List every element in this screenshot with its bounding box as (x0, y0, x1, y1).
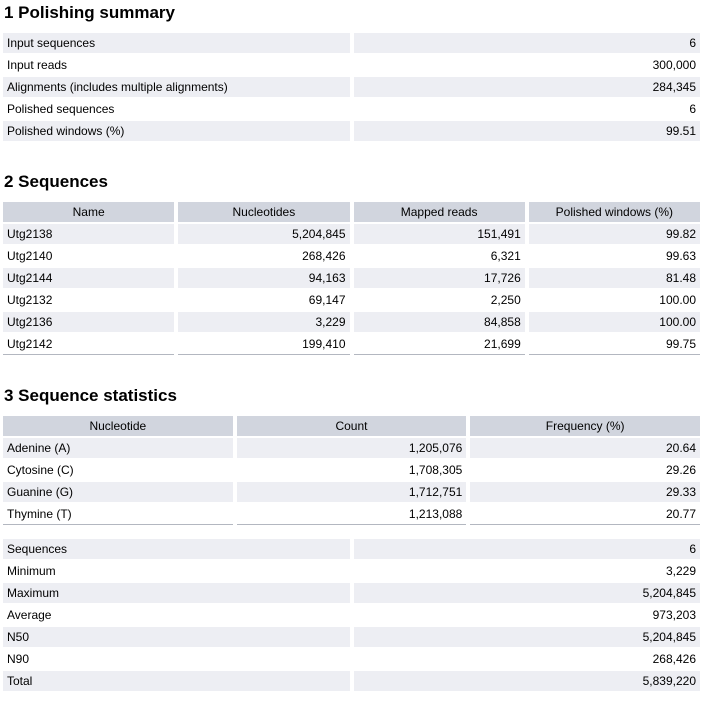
section-title-polishing-summary: 1 Polishing summary (4, 3, 175, 22)
row-value-cell: 94,163 (178, 268, 349, 288)
table-row (3, 312, 700, 332)
table-row (3, 55, 700, 75)
table-row (3, 121, 700, 141)
table-header-row (3, 416, 700, 436)
row-value-cell: 84,858 (354, 312, 525, 332)
row-value: 3,229 (665, 564, 696, 578)
row-value: 5,204,845 (354, 583, 701, 603)
row-value-cell: 20.77 (470, 504, 700, 525)
row-value: 5,204,845 (354, 627, 701, 647)
table-header-row (3, 202, 700, 222)
table-row (3, 482, 700, 502)
row-label: N50 (3, 627, 350, 647)
section-title-sequences: 2 Sequences (4, 172, 108, 191)
table-row (3, 460, 700, 480)
table-row (3, 99, 700, 119)
table-row (3, 246, 700, 266)
row-name-cell: Thymine (T) (3, 504, 233, 525)
row-value-cell: 268,426 (302, 249, 346, 263)
row-name-cell: Guanine (G) (3, 482, 233, 502)
row-name-cell: Utg2138 (3, 224, 174, 244)
row-value: 6 (354, 33, 701, 53)
nucleotide-table (0, 414, 703, 527)
sequence-stats-table (0, 537, 703, 693)
row-label: Polished windows (%) (3, 121, 350, 141)
table-row (3, 561, 700, 581)
column-header: Nucleotides (178, 202, 349, 222)
row-value-cell: 17,726 (354, 268, 525, 288)
row-label: Polished sequences (7, 102, 115, 116)
row-name-cell: Utg2140 (7, 249, 53, 263)
table-row (3, 627, 700, 647)
row-value-cell: 69,147 (308, 293, 346, 307)
table-row (3, 671, 700, 691)
row-value-cell: 29.33 (470, 482, 700, 502)
row-value-cell: 21,699 (354, 334, 525, 355)
row-value-cell: 99.82 (529, 224, 700, 244)
row-value-cell: 99.75 (529, 334, 700, 355)
row-name-cell: Cytosine (C) (7, 463, 74, 477)
row-label: Average (7, 608, 52, 622)
column-header: Polished windows (%) (529, 202, 700, 222)
table-row (3, 504, 700, 525)
row-value: 99.51 (354, 121, 701, 141)
table-row (3, 583, 700, 603)
table-row (3, 33, 700, 53)
section-title-sequence-statistics: 3 Sequence statistics (4, 386, 177, 405)
column-header: Count (237, 416, 467, 436)
row-label: Total (3, 671, 350, 691)
table-row (3, 605, 700, 625)
row-value-cell: 3,229 (178, 312, 349, 332)
row-value-cell: 81.48 (529, 268, 700, 288)
column-header: Nucleotide (3, 416, 233, 436)
row-value: 268,426 (652, 652, 696, 666)
table-row (3, 438, 700, 458)
row-value: 6 (354, 539, 701, 559)
table-row (3, 539, 700, 559)
table-row (3, 224, 700, 244)
row-value-cell: 100.00 (659, 293, 696, 307)
table-row (3, 649, 700, 669)
table-row (3, 290, 700, 310)
row-value: 284,345 (354, 77, 701, 97)
row-value-cell: 2,250 (490, 293, 521, 307)
row-value: 6 (689, 102, 696, 116)
row-value-cell: 6,321 (490, 249, 521, 263)
row-name-cell: Adenine (A) (3, 438, 233, 458)
sequences-table (0, 200, 703, 357)
row-value-cell: 99.63 (665, 249, 696, 263)
row-value: 300,000 (652, 58, 696, 72)
column-header: Frequency (%) (470, 416, 700, 436)
row-label: Minimum (7, 564, 56, 578)
row-value-cell: 1,712,751 (237, 482, 467, 502)
row-label: Alignments (includes multiple alignments) (3, 77, 350, 97)
row-value-cell: 20.64 (470, 438, 700, 458)
row-value-cell: 199,410 (178, 334, 349, 355)
table-row (3, 77, 700, 97)
row-value: 5,839,220 (354, 671, 701, 691)
row-label: Input sequences (3, 33, 350, 53)
row-label: Input reads (7, 58, 68, 72)
row-name-cell: Utg2136 (3, 312, 174, 332)
row-value-cell: 100.00 (529, 312, 700, 332)
row-name-cell: Utg2132 (7, 293, 53, 307)
row-label: N90 (7, 652, 30, 666)
row-value-cell: 1,213,088 (237, 504, 467, 525)
row-name-cell: Utg2144 (3, 268, 174, 288)
row-value-cell: 1,708,305 (408, 463, 463, 477)
table-row (3, 334, 700, 355)
column-header: Name (3, 202, 174, 222)
row-label: Maximum (3, 583, 350, 603)
row-label: Sequences (3, 539, 350, 559)
table-row (3, 268, 700, 288)
column-header: Mapped reads (354, 202, 525, 222)
row-value-cell: 1,205,076 (237, 438, 467, 458)
row-name-cell: Utg2142 (3, 334, 174, 355)
polishing-summary-table (0, 31, 703, 143)
row-value-cell: 5,204,845 (178, 224, 349, 244)
row-value-cell: 29.26 (665, 463, 696, 477)
row-value-cell: 151,491 (354, 224, 525, 244)
row-value: 973,203 (652, 608, 696, 622)
